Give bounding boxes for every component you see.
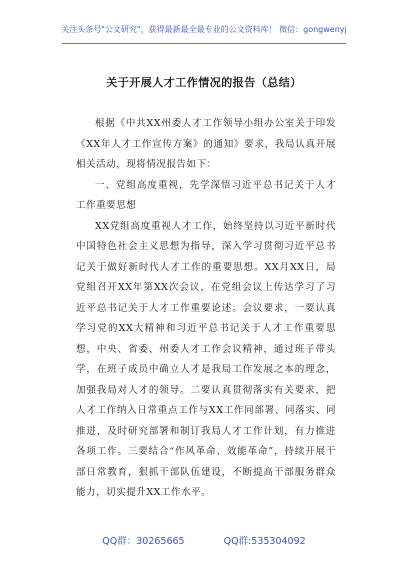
intro-paragraph: 根据《中共XX州委人才工作领导小组办公室关于印发《XX年人才工作宣传方案》的通知》要求，我局认真开展相关活动，现将情况报告如下： [76, 118, 336, 170]
header-divider [62, 43, 346, 44]
document-title: 关于开展人才工作情况的报告（总结） [106, 76, 302, 89]
qq-group-2: QQ群:535304092 [223, 536, 306, 547]
section-heading: 一、党组高度重视，先学深悟习近平总书记关于人才工作重要思想 [76, 179, 336, 211]
qq-group-1: QQ群：30265665 [102, 536, 185, 547]
document-body [76, 114, 336, 504]
header-promo-note: 关注头条号"公文研究"，获得最新最全最专业的公文资料库！ 微信：gongwenyj [61, 25, 347, 34]
body-paragraph: XX党组高度重视人才工作，始终坚持以习近平新时代中国特色社会主义思想为指导，深入学习贯彻习近平总书记关于做好新时代人才工作的重要思想。XX月XX日，局党组召开XX年第XX次会议，在党组会议上传达学习了习近平总书记关于人才工作重要论述。会议要求，一要认真学习党的XX大精神和习近平总书记关于人才工作重要思想，中央、省委、州委人才工作会议精神，通过班子带头学，在班子成员中确立人才是我局工作发展之本的理念，加强我局对人才的领导。二要认真贯彻落实有关要求，把人才工作纳入日常重点工作与XX工作同部署、同落实、同推进，及时研究部署和制订我局人才工作计划，有力推进各项工作。三要结合“作风革命、效能革命”，持续开展干部日常教育，狠抓干部队伍建设，不断提高干部服务群众能力，切实提升XX工作水平。 [76, 220, 336, 498]
footer-contact [0, 533, 408, 547]
